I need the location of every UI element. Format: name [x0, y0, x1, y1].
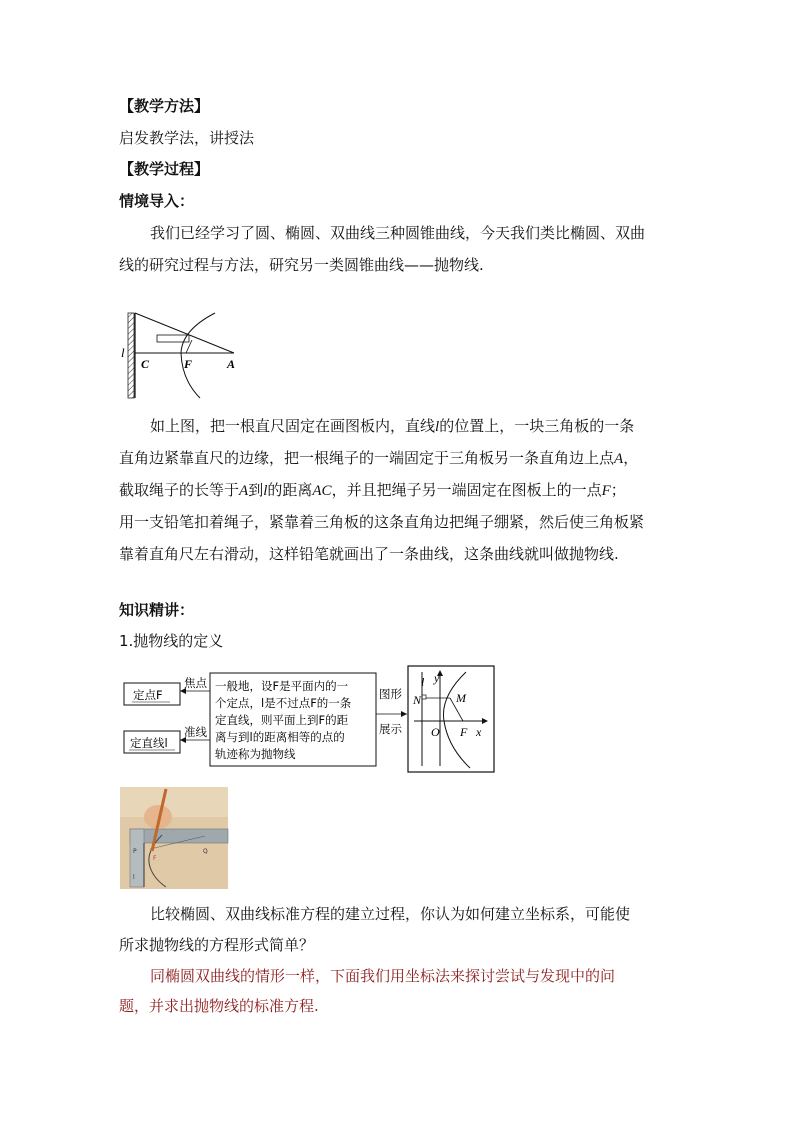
arrow-directrix-label: 准线 [184, 725, 207, 739]
p2-l3d: l [263, 483, 268, 499]
definition-line3: 定直线，则平面上到F的距 [215, 713, 349, 727]
p2-l3e: 的距离 [267, 481, 313, 499]
p2-l3c: 到 [248, 481, 264, 499]
method-text: 启发教学法，讲授法 [119, 129, 255, 147]
question-line2: 所求抛物线的方程形式简单？ [119, 936, 315, 954]
graph-label-l: l [421, 675, 425, 689]
photo-label-l: l [133, 874, 135, 881]
ruler-triangle-figure [118, 310, 258, 410]
p2-l1c: 的位置上，一块三角板的一条 [439, 417, 635, 435]
label-C: C [141, 357, 150, 371]
p2-line3 [119, 480, 626, 501]
p2-l3g: ，并且把绳子另一端固定在图板上的一点 [331, 481, 602, 499]
photo-label-Q: Q [203, 848, 208, 855]
definition-line2: 个定点，l是不过点F的一条 [215, 696, 352, 710]
p2-l1a: 如上图，把一根直尺固定在画图板内，直线 [150, 417, 436, 435]
definition-line5: 轨迹称为抛物线 [215, 747, 296, 761]
arrow-show-head [401, 711, 407, 717]
heading-teaching-method: 【教学方法】 [119, 97, 210, 115]
drawing-photo [120, 787, 228, 889]
photo-label-P: P [133, 848, 137, 855]
knowledge-heading: 知识精讲： [119, 601, 195, 619]
graph-label-O: O [431, 725, 440, 739]
ruler-hatch [128, 313, 134, 398]
triangle-hypotenuse [135, 313, 234, 353]
graph-label-x: x [476, 725, 482, 739]
arrow-show-label1: 图形 [379, 687, 402, 701]
heading-teaching-process: 【教学过程】 [119, 160, 210, 178]
method-note-line1: 同椭圆双曲线的情形一样，下面我们用坐标法来探讨尝试与发现中的问 [150, 967, 616, 985]
question-line1: 比较椭圆、双曲线标准方程的建立过程，你认为如何建立坐标系，可能使 [150, 905, 631, 923]
method-note-line2: 题，并求出抛物线的标准方程. [119, 997, 319, 1015]
definition-diagram [118, 662, 498, 777]
p2-l2c: ， [623, 449, 639, 467]
graph-label-F: F [460, 725, 468, 739]
label-l: l [121, 345, 125, 360]
p2-line5: 靠着直角尺左右滑动，这样铅笔就画出了一条曲线，这条曲线就叫做抛物线. [119, 545, 619, 563]
photo-ruler-bar [130, 829, 228, 843]
definition-line1: 一般地，设F是平面内的一 [215, 679, 349, 693]
label-A: A [227, 357, 236, 371]
graph-label-y: y [434, 671, 440, 685]
intro-paragraph-line1: 我们已经学习了圆、椭圆、双曲线三种圆锥曲线，今天我们类比椭圆、双曲 [150, 224, 646, 242]
intro-paragraph-line2: 线的研究过程与方法，研究另一类圆锥曲线——抛物线. [119, 256, 484, 274]
p2-l2b: A [614, 451, 624, 467]
parabola-curve [181, 313, 215, 398]
p2-line4: 用一支铅笔扣着绳子，紧靠着三角板的这条直角边把绳子绷紧，然后使三角板紧 [119, 513, 645, 531]
definition-line4: 离与到l的距离相等的点的 [215, 730, 345, 744]
p2-l2a: 直角边紧靠直尺的边缘，把一根绳子的一端固定于三角板另一条直角边上点 [119, 449, 615, 467]
box-fixed-line-label: 定直线l [130, 736, 168, 750]
p2-l3i: ； [610, 481, 626, 499]
arrow-focus-label: 焦点 [184, 676, 207, 690]
definition-heading: 1.抛物线的定义 [119, 632, 224, 650]
p2-line2 [119, 448, 638, 469]
p2-l1b: l [435, 419, 440, 435]
arrow-show-label2: 展示 [379, 722, 402, 736]
graph-label-N: N [413, 693, 422, 707]
label-F: F [184, 357, 193, 371]
p2-line1 [150, 416, 634, 437]
photo-top-shade [120, 787, 228, 817]
box-fixed-point-label: 定点F [133, 688, 163, 702]
p2-l3h: F [601, 483, 611, 499]
p2-l3b: A [239, 483, 249, 499]
intro-heading: 情境导入： [119, 192, 195, 210]
graph-label-M: M [456, 691, 466, 705]
photo-label-F: F [153, 855, 157, 862]
p2-l3f: AC [312, 483, 332, 499]
p2-l3a: 截取绳子的长等于 [119, 481, 240, 499]
